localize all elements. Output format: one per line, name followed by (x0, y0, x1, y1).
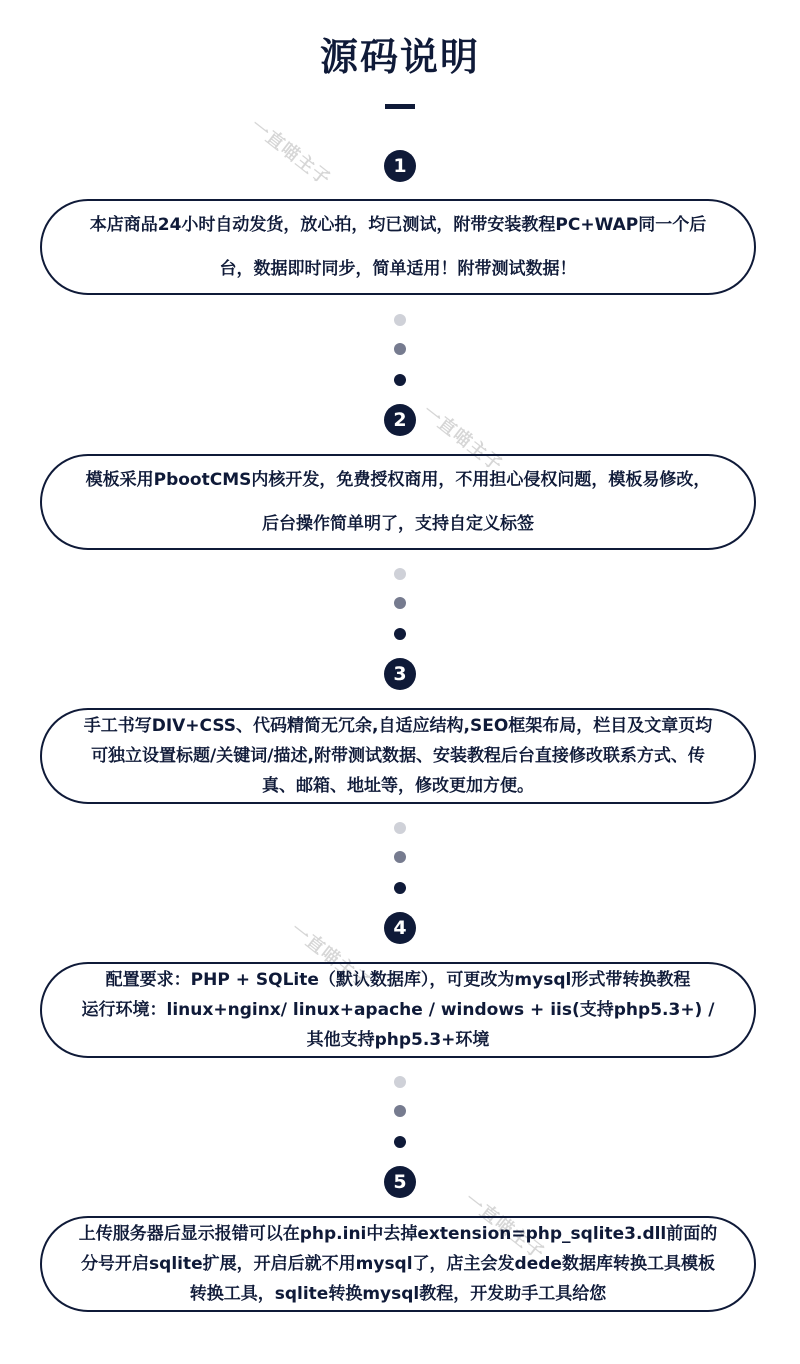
page-title: 源码说明 (319, 35, 480, 79)
step-text-5: 上传服务器后显示报错可以在php.ini中去掉extension=php_sqlite3.dll前面的分号开启sqlite扩展，开启后就不用mysql了，店主会发dede数据库转换工具模板转换工具，sqlite转换mysql教程，开发助手工具给您 (78, 1224, 718, 1304)
connector-dot (394, 343, 406, 355)
connector-dot (394, 1136, 406, 1148)
connector-dot (394, 822, 406, 834)
step-box-5 (40, 1216, 756, 1312)
connector-dot (394, 597, 406, 609)
connector-dot (394, 374, 406, 386)
step-box-4 (40, 962, 756, 1058)
step-text-3: 手工书写DIV+CSS、代码精简无冗余,自适应结构,SEO框架布局，栏目及文章页均可独立设置标题/关键词/描述,附带测试数据、安装教程后台直接修改联系方式、传真、邮箱、地址等，修改更加方便。 (83, 716, 713, 796)
step-number-1: 1 (384, 150, 416, 182)
step-text-1: 本店商品24小时自动发货，放心拍，均已测试，附带安装教程PC+WAP同一个后台，数据即时同步，简单适用！附带测试数据！ (89, 215, 707, 279)
connector-dot (394, 568, 406, 580)
step-4-line-1: 配置要求：PHP + SQLite（默认数据库），可更改为mysql形式带转换教程 (105, 970, 691, 990)
step-box-2 (40, 454, 756, 550)
step-4-line-3: 其他支持php5.3+环境 (306, 1030, 490, 1050)
step-number-2: 2 (384, 404, 416, 436)
step-box-1 (40, 199, 756, 295)
step-number-3: 3 (384, 658, 416, 690)
step-text-2: 模板采用PbootCMS内核开发，免费授权商用，不用担心侵权问题，模板易修改，后台操作简单明了，支持自定义标签 (85, 470, 711, 534)
watermark: 一直喵主子 (418, 401, 507, 477)
step-number-4: 4 (384, 912, 416, 944)
step-number-5: 5 (384, 1166, 416, 1198)
watermark: 一直喵主子 (286, 919, 375, 995)
connector-dot (394, 1076, 406, 1088)
title-underline (385, 104, 415, 109)
connector-dot (394, 1105, 406, 1117)
step-4-line-2: 运行环境：linux+nginx/ linux+apache / windows + iis(支持php5.3+) / (81, 1000, 715, 1020)
connector-dot (394, 314, 406, 326)
watermark: 一直喵主子 (460, 1189, 549, 1265)
connector-dot (394, 851, 406, 863)
connector-dot (394, 628, 406, 640)
step-box-3 (40, 708, 756, 804)
connector-dot (394, 882, 406, 894)
watermark: 一直喵主子 (246, 115, 335, 191)
